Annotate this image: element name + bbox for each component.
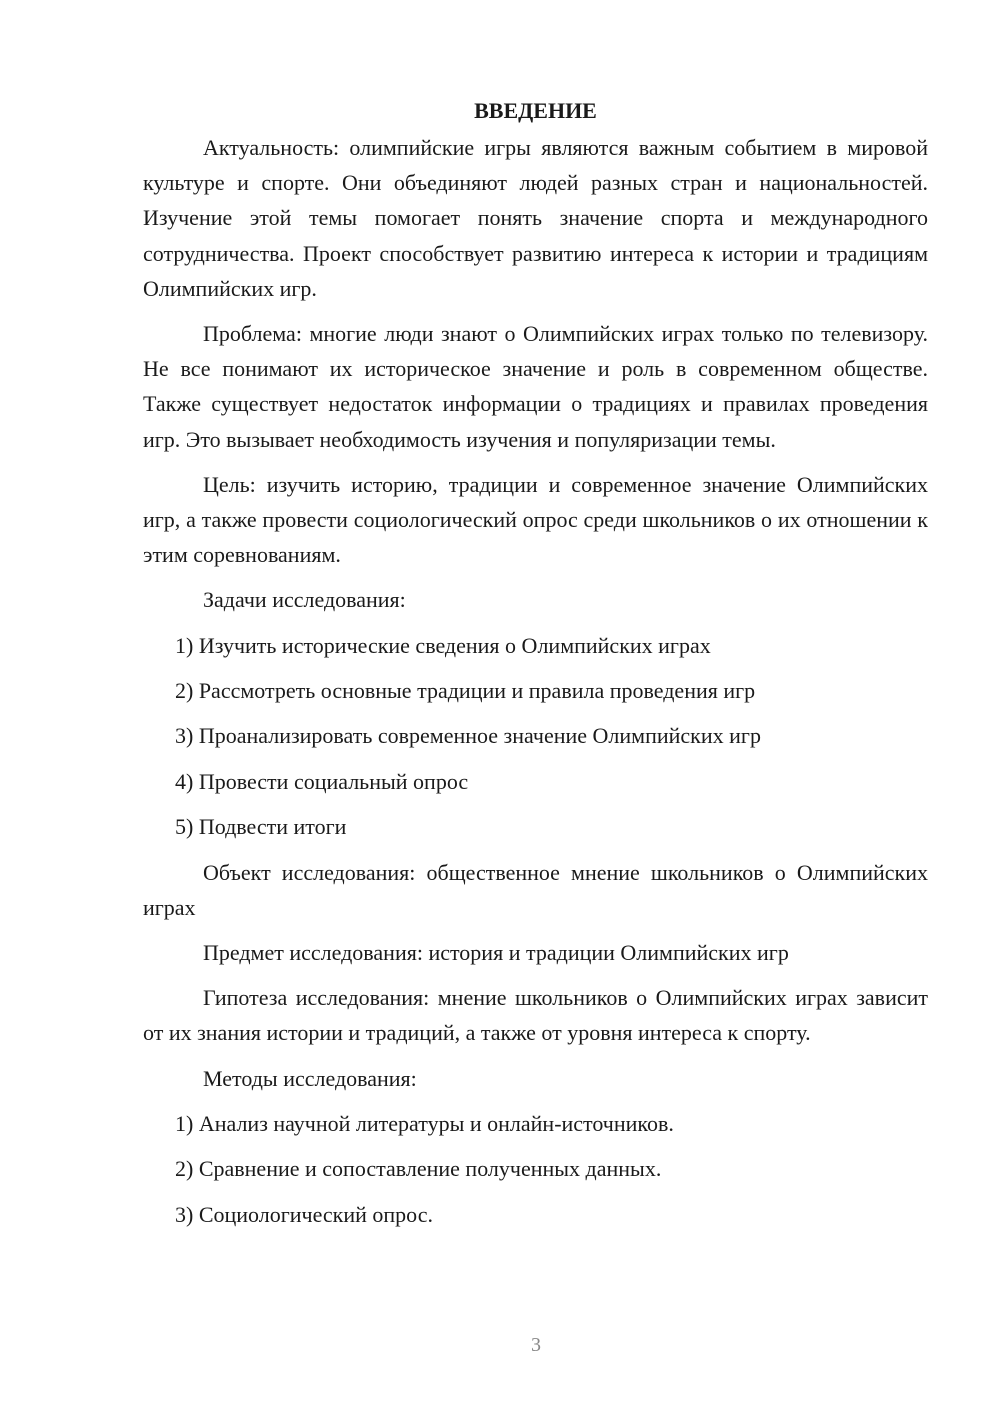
- object-paragraph: Объект исследования: общественное мнение школьников о Олимпийских играх: [143, 859, 928, 920]
- list-item: 5) Подвести итоги: [175, 814, 347, 840]
- page-title: ВВЕДЕНИЕ: [474, 98, 597, 123]
- list-item: 4) Провести социальный опрос: [175, 768, 469, 794]
- subject-paragraph: Предмет исследования: история и традиции Олимпийских игр: [203, 940, 789, 965]
- hypothesis-paragraph: Гипотеза исследования: мнение школьников о Олимпийских играх зависит от их знания истории и традиций, а также от уровня интереса к спорту.: [143, 985, 928, 1046]
- tasks-label: Задачи исследования:: [203, 587, 406, 613]
- list-item: 1) Изучить исторические сведения о Олимпийских играх: [175, 632, 711, 658]
- document-page: [143, 96, 928, 1242]
- relevance-paragraph: Актуальность: олимпийские игры являются важным событием в мировой культуре и спорте. Они объединяют людей разных стран и национальностей. Изучение этой темы помогает понять значение спорта и международного сотрудничества. Проект способствует развитию интереса к истории и традициям Олимпийских игр.: [143, 135, 928, 301]
- tasks-list: [143, 628, 928, 845]
- methods-list: [143, 1106, 928, 1232]
- list-item: 2) Сравнение и сопоставление полученных данных.: [175, 1156, 662, 1182]
- list-item: 2) Рассмотреть основные традиции и правила проведения игр: [175, 678, 756, 704]
- list-item: 1) Анализ научной литературы и онлайн-источников.: [175, 1110, 674, 1136]
- page-number: 3: [531, 1334, 541, 1356]
- list-item: 3) Социологический опрос.: [175, 1201, 433, 1227]
- list-item: 3) Проанализировать современное значение Олимпийских игр: [175, 723, 761, 749]
- methods-label: Методы исследования:: [203, 1065, 417, 1091]
- goal-paragraph: Цель: изучить историю, традиции и современное значение Олимпийских игр, а также провести социологический опрос среди школьников о их отношении к этим соревнованиям.: [143, 471, 928, 568]
- problem-paragraph: Проблема: многие люди знают о Олимпийских играх только по телевизору. Не все понимают их историческое значение и роль в современном обществе. Также существует недостаток информации о традициях и правилах проведения игр. Это вызывает необходимость изучения и популяризации темы.: [143, 321, 928, 452]
